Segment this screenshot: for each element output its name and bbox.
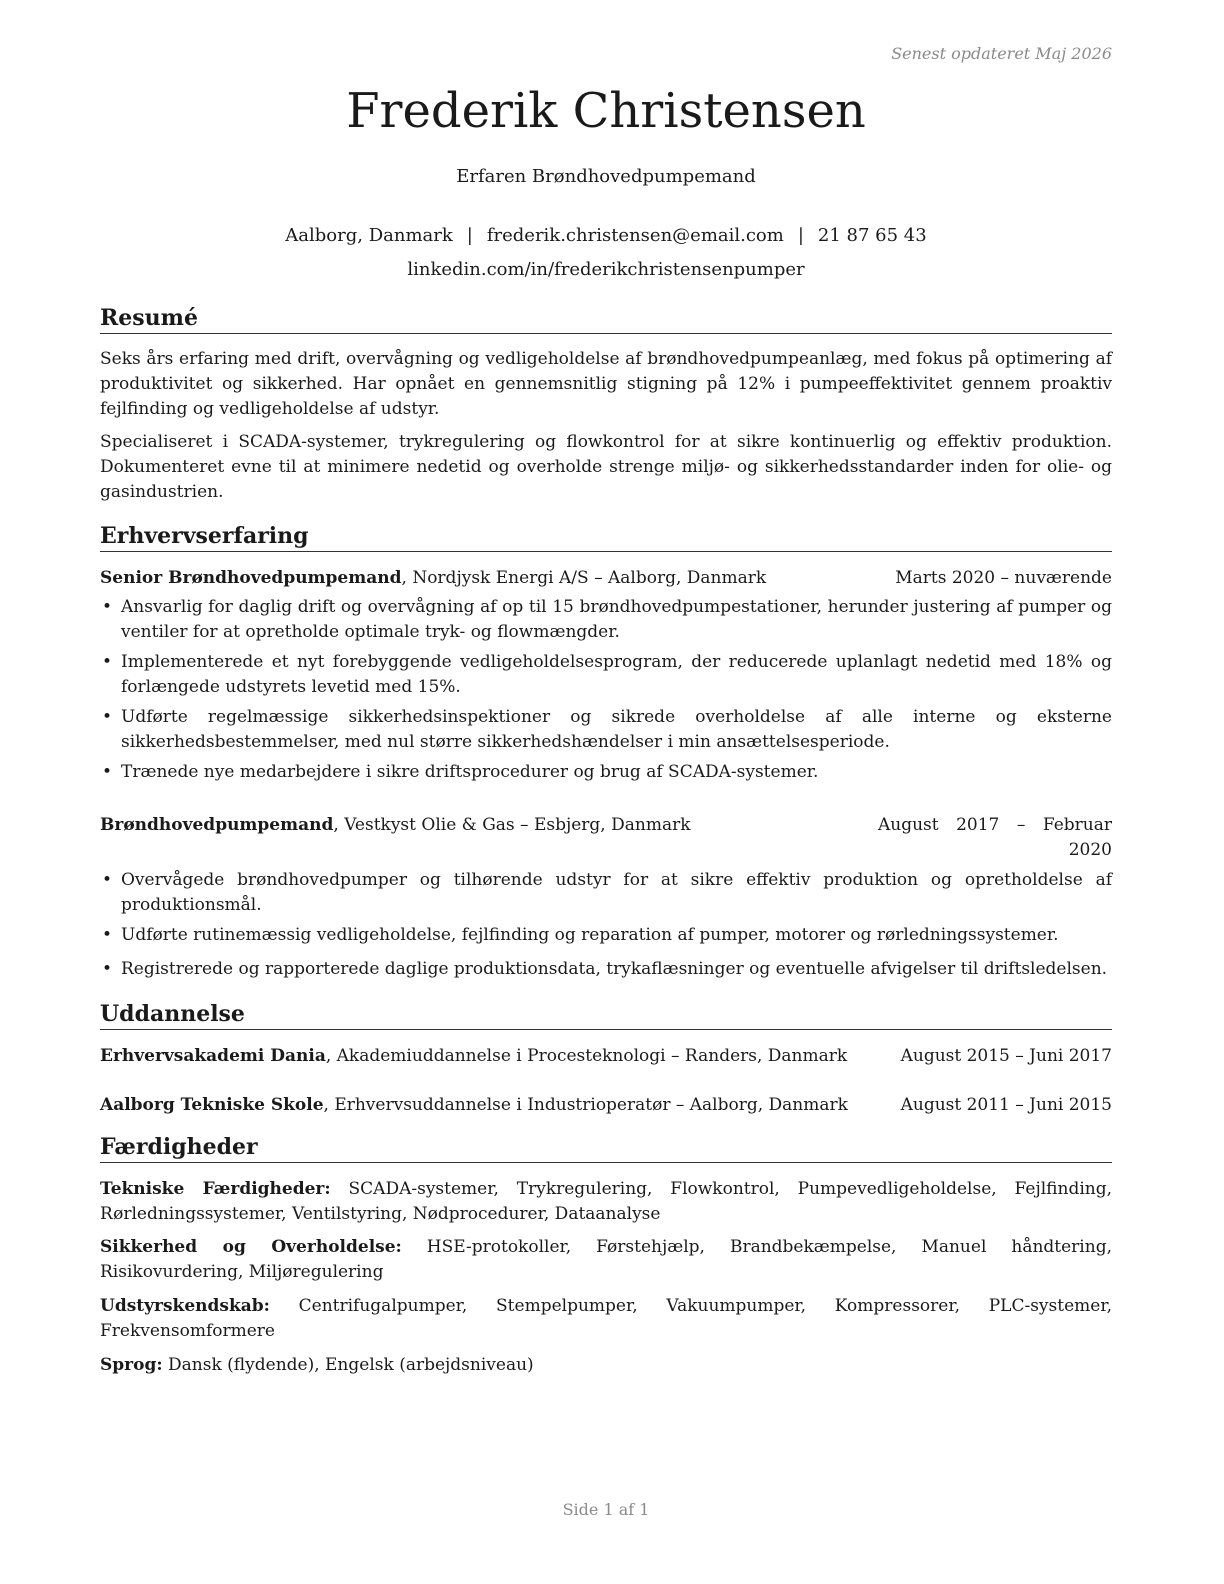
list-item: • Udførte regelmæssige sikkerhedsinspektioner og sikrede overholdelse af alle interne og eksterne sikkerhedsbestemmelser, med nul større sikkerhedshændelser i min ansættelsesperiode. bbox=[100, 705, 1112, 755]
job-bullets bbox=[100, 868, 1112, 987]
separator: | bbox=[797, 225, 804, 246]
skill-label: Sprog: bbox=[100, 1355, 163, 1375]
page-number: Side 1 af 1 bbox=[562, 1500, 650, 1519]
education-dates: August 2015 – Juni 2017 bbox=[900, 1046, 1112, 1066]
skill-group bbox=[100, 1235, 1112, 1285]
job-role: Senior Brøndhovedpumpemand bbox=[100, 568, 402, 588]
email-link[interactable]: frederik.christensen@email.com bbox=[486, 225, 784, 246]
job-dates: Marts 2020 – nuværende bbox=[895, 568, 1112, 588]
list-item: • Overvågede brøndhovedpumper og tilhørende udstyr for at sikre effektiv produktion og opretholdelse af produktionsmål. bbox=[100, 868, 1112, 918]
person-name: Frederik Christensen bbox=[346, 83, 866, 139]
job-bullets bbox=[100, 595, 1112, 790]
contact-info bbox=[100, 219, 1112, 287]
list-item: • Udførte rutinemæssig vedligeholdelse, fejlfinding og reparation af pumper, motorer og rørledningssystemer. bbox=[100, 923, 1112, 948]
skill-value: HSE-protokoller, Førstehjælp, Brandbekæmpelse, Manuel håndtering, Risikovurdering, Miljøregulering bbox=[100, 1237, 1112, 1282]
skill-value: Centrifugalpumper, Stempelpumper, Vakuumpumper, Kompressorer, PLC-systemer, Frekvensomformere bbox=[100, 1296, 1112, 1341]
list-item: • Trænede nye medarbejdere i sikre driftsprocedurer og brug af SCADA-systemer. bbox=[100, 760, 1112, 785]
school-name: Erhvervsakademi Dania bbox=[100, 1046, 326, 1066]
summary-paragraph: Specialiseret i SCADA-systemer, trykregulering og flowkontrol for at sikre kontinuerlig og effektiv produktion. Dokumenteret evne til at minimere nedetid og overholde strenge miljø- og sikkerhedsstandarder inden for olie- og gasindustrien. bbox=[100, 432, 1112, 502]
job-role: Brøndhovedpumpemand bbox=[100, 815, 334, 835]
section-title-experience: Erhvervserfaring bbox=[100, 522, 1112, 552]
separator: | bbox=[466, 225, 473, 246]
section-title-summary: Resumé bbox=[100, 304, 1112, 334]
phone-number: 21 87 65 43 bbox=[817, 225, 927, 246]
job-org: , Vestkyst Olie & Gas – Esbjerg, Danmark bbox=[333, 815, 691, 835]
skill-group bbox=[100, 1353, 1112, 1378]
summary-paragraph: Seks års erfaring med drift, overvågning og vedligeholdelse af brøndhovedpumpeanlæg, med fokus på optimering af produktivitet og sikkerhed. Har opnået en gennemsnitlig stigning på 12% i pumpeeffektivitet gennem proaktiv fejlfinding og vedligeholdelse af udstyr. bbox=[100, 349, 1112, 419]
education-detail: , Erhvervsuddannelse i Industrioperatør – Aalborg, Danmark bbox=[323, 1095, 848, 1115]
skill-label: Tekniske Færdigheder: bbox=[100, 1179, 331, 1199]
school-name: Aalborg Tekniske Skole bbox=[100, 1095, 324, 1115]
education-item bbox=[100, 1044, 1112, 1069]
job-dates: August 2017 – Februar 2020 bbox=[878, 815, 1112, 860]
job-header bbox=[100, 566, 1112, 591]
list-item: • Implementerede et nyt forebyggende vedligeholdelsesprogram, der reducerede uplanlagt nedetid med 18% og forlængede udstyrets levetid med 15%. bbox=[100, 650, 1112, 700]
list-item: • Ansvarlig for daglig drift og overvågning af op til 15 brøndhovedpumpestationer, herunder justering af pumper og ventiler for at opretholde optimale tryk- og flowmængder. bbox=[100, 595, 1112, 645]
skill-label: Udstyrskendskab: bbox=[100, 1296, 270, 1316]
skill-group bbox=[100, 1177, 1112, 1227]
education-dates: August 2011 – Juni 2015 bbox=[900, 1095, 1112, 1115]
contact-line-1 bbox=[100, 219, 1112, 253]
skill-group bbox=[100, 1294, 1112, 1344]
job-org: , Nordjysk Energi A/S – Aalborg, Danmark bbox=[401, 568, 767, 588]
summary-text bbox=[100, 347, 1112, 513]
linkedin-link[interactable]: linkedin.com/in/frederikchristensenpumper bbox=[407, 259, 805, 280]
skill-value: Dansk (flydende), Engelsk (arbejdsniveau) bbox=[162, 1355, 534, 1375]
skill-value: SCADA-systemer, Trykregulering, Flowkontrol, Pumpevedligeholdelse, Fejlfinding, Rørledningssystemer, Ventilstyring, Nødprocedurer, Dataanalyse bbox=[100, 1179, 1112, 1224]
location: Aalborg, Danmark bbox=[285, 225, 453, 246]
section-title-education: Uddannelse bbox=[100, 1000, 1112, 1030]
resume-page bbox=[100, 0, 1112, 1584]
education-item bbox=[100, 1093, 1112, 1118]
section-title-skills: Færdigheder bbox=[100, 1133, 1112, 1163]
job-title: Erfaren Brøndhovedpumpemand bbox=[456, 166, 756, 187]
education-detail: , Akademiuddannelse i Procesteknologi – Randers, Danmark bbox=[325, 1046, 848, 1066]
last-updated: Senest opdateret Maj 2026 bbox=[891, 44, 1112, 63]
job-header bbox=[100, 813, 1112, 863]
list-item: • Registrerede og rapporterede daglige produktionsdata, trykaflæsninger og eventuelle afvigelser til driftsledelsen. bbox=[100, 957, 1112, 982]
skill-label: Sikkerhed og Overholdelse: bbox=[100, 1237, 402, 1257]
